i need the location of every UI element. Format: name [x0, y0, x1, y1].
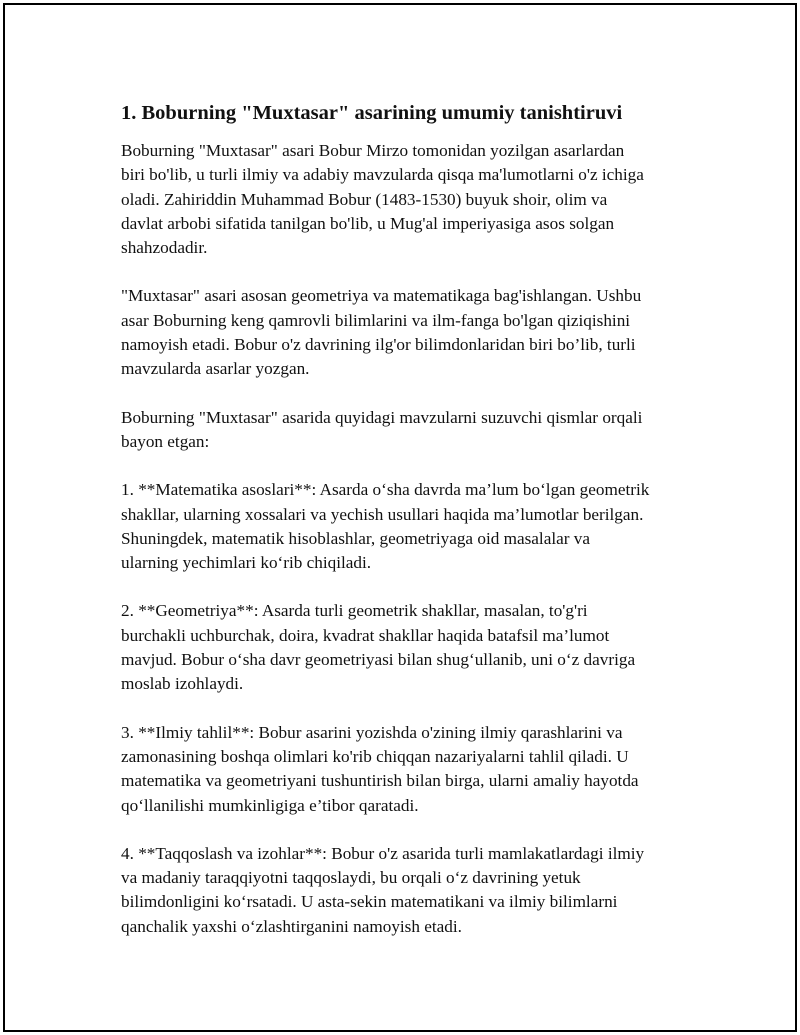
- topics-intro-paragraph: Boburning "Muxtasar" asarida quyidagi mavzularni suzuvchi qismlar orqali bayon etgan:: [121, 407, 643, 451]
- intro-paragraph: Boburning "Muxtasar" asari Bobur Mirzo tomonidan yozilgan asarlardan biri bo'lib, u turli ilmiy va adabiy mavzularda qisqa ma'lumotlarni o'z ichiga oladi. Zahiriddin Muhammad Bobur (1483-1530) buyuk shoir, olim va davlat arbobi sifatida tanilgan bo'lib, u Mug'al imperiyasiga asos solgan shahzodadir.: [121, 141, 644, 258]
- list-item-geometry: 2. **Geometriya**: Asarda turli geometrik shakllar, masalan, to'g'ri burchakli uchburchak, doira, kvadrat shakllar haqida batafsil ma’lumot mavjud. Bobur o‘sha davr geometriyasi bilan shug‘ullanib, uni o‘z davriga moslab izohlaydi.: [121, 601, 636, 694]
- list-item-math-basics: 1. **Matematika asoslari**: Asarda o‘sha davrda ma’lum bo‘lgan geometrik shakllar, ularning xossalari va yechish usullari haqida ma’lumotlar berilgan. Shuningdek, matematik hisoblashlar, geometriyaga oid masalalar va ularning yechimlari ko‘rib chiqiladi.: [121, 480, 650, 573]
- list-item-scientific-analysis: 3. **Ilmiy tahlil**: Bobur asarini yozishda o'zining ilmiy qarashlarini va zamonasining boshqa olimlari ko'rib chiqqan nazariyalarni tahlil qiladi. U matematika va geometriyani tushuntirish bilan birga, ularni amaliy hayotda qo‘llanilishi mumkinligiga e’tibor qaratadi.: [121, 722, 639, 815]
- list-item-comparison: 4. **Taqqoslash va izohlar**: Bobur o'z asarida turli mamlakatlardagi ilmiy va madaniy taraqqiyotni taqqoslaydi, bu orqali o‘z davrining yetuk bilimdonligini ko‘rsatadi. U asta-sekin matematikani va ilmiy bilimlarni qanchalik yaxshi o‘zlashtirganini namoyish etadi.: [121, 843, 645, 936]
- document-body: [121, 100, 701, 963]
- section-heading: 1. Boburning "Muxtasar" asarining umumiy tanishtiruvi: [121, 102, 623, 124]
- subject-paragraph: "Muxtasar" asari asosan geometriya va matematikaga bag'ishlangan. Ushbu asar Boburning keng qamrovli bilimlarini va ilm-fanga bo'lgan qiziqishini namoyish etadi. Bobur o'z davrining ilg'or bilimdonlaridan biri bo’lib, turli mavzularda asarlar yozgan.: [121, 286, 642, 379]
- page-frame: [3, 3, 797, 1032]
